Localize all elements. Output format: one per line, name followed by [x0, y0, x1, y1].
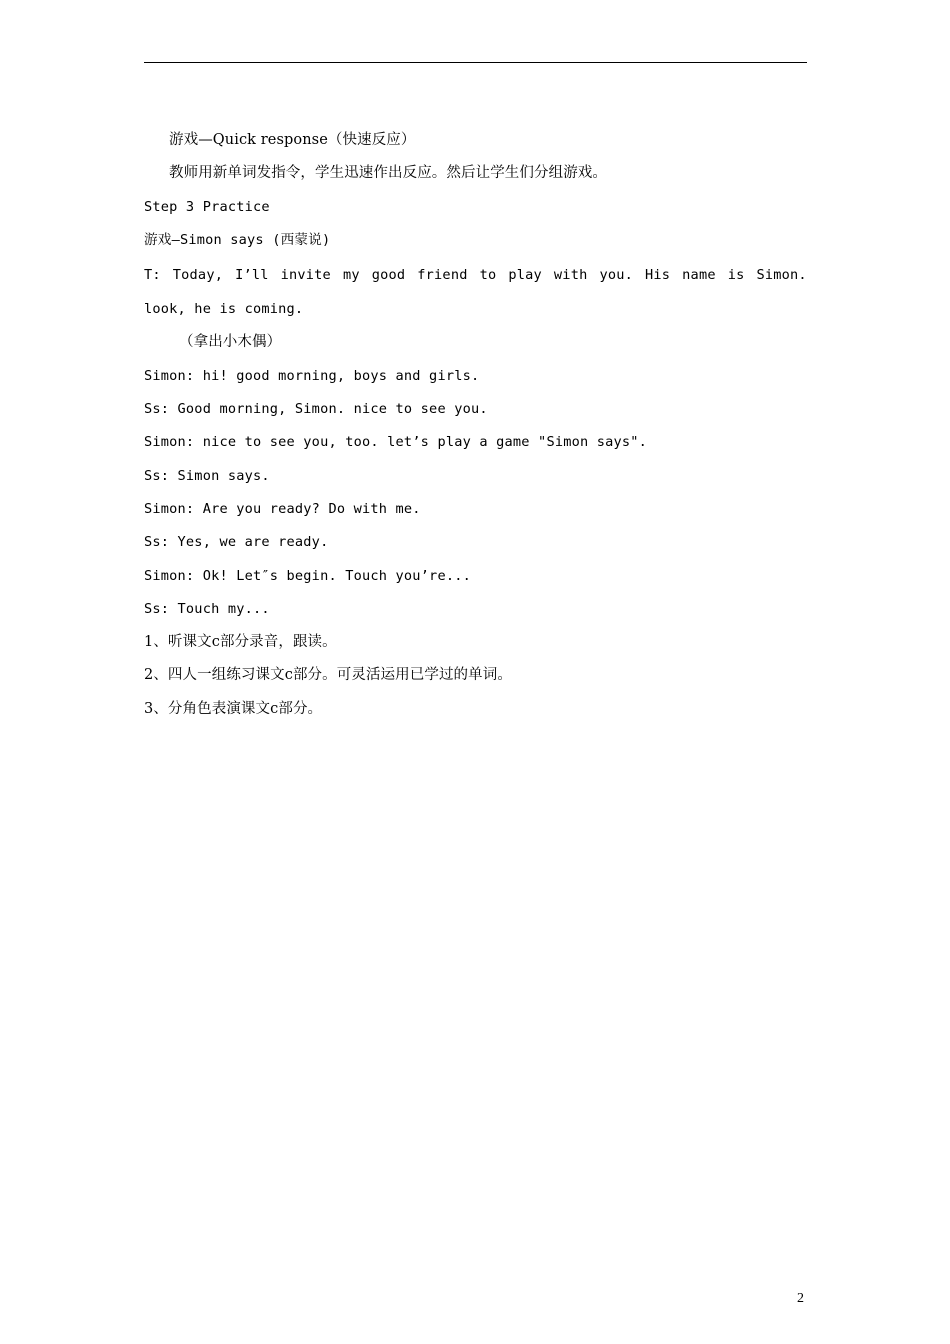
word: to	[479, 267, 497, 284]
dialogue-line: Simon: Are you ready? Do with me.	[144, 500, 421, 517]
word: friend	[417, 267, 468, 284]
dialogue-line: Ss: Yes, we are ready.	[144, 534, 329, 551]
page-number: 2	[797, 1291, 804, 1306]
dialogue-line: Simon: Ok! Let″s begin. Touch you’re...	[144, 567, 471, 584]
activity-item-2: 2、四人一组练习课文c部分。可灵活运用已学过的单词。	[144, 667, 512, 684]
stage-direction: （拿出小木偶）	[179, 334, 282, 351]
word: name	[682, 267, 716, 284]
word: with	[553, 267, 588, 284]
step-3-heading: Step 3 Practice	[144, 198, 270, 215]
word: Simon.	[756, 267, 807, 284]
word: T:	[144, 267, 161, 284]
dialogue-line: Ss: Good morning, Simon. nice to see you.	[144, 401, 488, 418]
word: my	[342, 267, 360, 284]
dialogue-line: Ss: Simon says.	[144, 467, 270, 484]
header-rule	[144, 62, 807, 63]
word: Today,	[172, 267, 224, 284]
teacher-dialogue-line	[144, 257, 807, 293]
word: I’ll	[235, 267, 269, 284]
document-body	[144, 124, 807, 726]
dialogue-line: Simon: nice to see you, too. let’s play a game "Simon says".	[144, 434, 648, 451]
dialogue-line: look, he is coming.	[144, 301, 304, 318]
dialogue-line: Simon: hi! good morning, boys and girls.	[144, 367, 480, 384]
word: is	[727, 267, 745, 284]
word: His	[645, 267, 671, 284]
activity-item-1: 1、听课文c部分录音，跟读。	[144, 634, 337, 651]
activity-item-3: 3、分角色表演课文c部分。	[144, 700, 323, 717]
game-simon-says-heading: 游戏—Simon says (西蒙说)	[144, 231, 331, 248]
word: invite	[280, 267, 331, 284]
word: good	[371, 267, 406, 284]
word: you.	[599, 267, 634, 284]
game-quick-response-heading: 游戏—Quick response（快速反应）	[169, 132, 416, 148]
dialogue-line: Ss: Touch my...	[144, 600, 270, 617]
teacher-instruction-text: 教师用新单词发指令，学生迅速作出反应。然后让学生们分组游戏。	[169, 165, 607, 182]
word: play	[508, 267, 542, 284]
